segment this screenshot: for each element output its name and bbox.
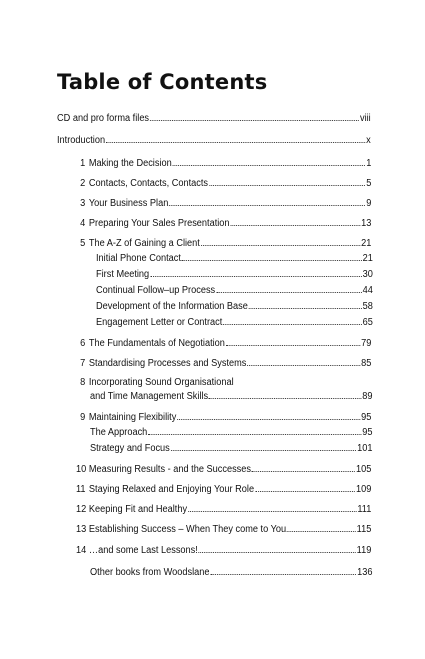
toc-entry-label: Contacts, Contacts, Contacts (88, 178, 209, 189)
chapter-number: 6 (80, 338, 86, 349)
leader-dots (150, 112, 359, 121)
toc-entry-page: 109 (355, 484, 372, 495)
toc-entry-label-continued: and Time Management Skills (90, 391, 209, 402)
toc-entry-page: x (366, 135, 371, 146)
toc-entry-label: Establishing Success – When They come to You (88, 524, 287, 535)
toc-entry-page: 30 (362, 269, 373, 280)
leader-dots (169, 197, 365, 206)
toc-entry-label: Engagement Letter or Contract (96, 317, 223, 328)
chapter-number: 10 (76, 464, 87, 475)
chapter-number: 12 (76, 504, 87, 515)
toc-entry-label: Preparing Your Sales Presentation (88, 218, 230, 229)
toc-entry-page: 95 (362, 427, 373, 438)
leader-dots (177, 411, 360, 420)
chapter-number: 1 (80, 158, 86, 169)
toc-entry (57, 134, 371, 147)
toc-entry-page: 21 (361, 238, 372, 249)
chapter-number: 13 (76, 524, 87, 535)
leader-dots (209, 390, 361, 399)
chapter-number: 7 (80, 358, 86, 369)
leader-dots (287, 523, 356, 532)
toc-entry (76, 463, 371, 476)
toc-entry (76, 157, 371, 170)
leader-dots (252, 463, 355, 472)
toc-entry (76, 177, 371, 190)
leader-dots (210, 566, 356, 575)
toc-entry-page: 85 (361, 358, 372, 369)
leader-dots (150, 268, 362, 277)
leader-dots (255, 483, 355, 492)
toc-subentry (96, 252, 373, 265)
leader-dots (249, 300, 362, 309)
toc-entry-label: Development of the Information Base (96, 301, 248, 312)
toc-entry (76, 337, 371, 350)
toc-entry-page: viii (359, 113, 371, 124)
toc-entry-label: Making the Decision (88, 158, 172, 169)
toc-subentry (96, 300, 373, 313)
toc-entry-label: Measuring Results - and the Successes (88, 464, 251, 475)
leader-dots (230, 217, 360, 226)
toc-entry (76, 523, 371, 536)
toc-entry (76, 483, 371, 496)
toc-entry (76, 544, 371, 557)
toc-subentry (90, 442, 372, 455)
toc-entry-label: Incorporating Sound Organisational (88, 377, 234, 388)
toc-entry-page: 5 (366, 178, 372, 189)
toc-entry-label: Your Business Plan (88, 198, 169, 209)
toc-entry (76, 503, 371, 516)
toc-entry (57, 112, 371, 125)
leader-dots (173, 157, 366, 166)
leader-dots (226, 337, 360, 346)
toc-entry-page: 21 (362, 253, 373, 264)
toc-entry-page: 95 (361, 412, 372, 423)
toc-entry-label: The Fundamentals of Negotiation (88, 338, 225, 349)
toc-entry (90, 390, 372, 403)
toc-entry-page: 58 (362, 301, 373, 312)
toc-entry-label: The Approach (90, 427, 148, 438)
toc-entry-label: Introduction (57, 135, 106, 146)
toc-entry-page: 101 (357, 443, 373, 454)
leader-dots (223, 316, 362, 325)
toc-entry (90, 566, 372, 579)
toc-entry-label: Keeping Fit and Healthy (88, 504, 188, 515)
chapter-number: 2 (80, 178, 86, 189)
toc-entry-label: CD and pro forma files (57, 113, 150, 124)
toc-entry-page: 44 (362, 285, 373, 296)
leader-dots (247, 357, 360, 366)
toc-entry (76, 237, 371, 250)
toc-entry-label: Continual Follow–up Process (96, 285, 216, 296)
toc-entry-page: 111 (357, 504, 372, 515)
leader-dots (171, 442, 356, 451)
toc-entry-label: First Meeting (96, 269, 150, 280)
toc-subentry (96, 268, 373, 281)
toc-entry-label: Staying Relaxed and Enjoying Your Role (88, 484, 255, 495)
toc-entry (76, 357, 371, 370)
toc-entry-label: Standardising Processes and Systems (88, 358, 247, 369)
leader-dots (148, 426, 361, 435)
toc-entry-page: 115 (356, 524, 372, 535)
toc-entry-page: 105 (355, 464, 372, 475)
leader-dots (106, 134, 365, 143)
page-title: Table of Contents (57, 70, 268, 94)
toc-entry-page: 89 (362, 391, 373, 402)
toc-entry-page: 1 (366, 158, 372, 169)
chapter-number: 8 (80, 377, 86, 388)
toc-entry (76, 411, 371, 424)
toc-entry-label: Other books from Woodslane (90, 567, 210, 578)
toc-entry-label: Initial Phone Contact (96, 253, 181, 264)
leader-dots (201, 237, 360, 246)
toc-subentry (96, 316, 373, 329)
leader-dots (182, 252, 362, 261)
toc-entry-line1 (76, 377, 234, 389)
toc-entry-page: 136 (357, 567, 373, 578)
toc-entry-page: 79 (361, 338, 372, 349)
toc-subentry (96, 284, 373, 297)
toc-entry-page: 119 (356, 545, 372, 556)
toc-entry-page: 13 (361, 218, 372, 229)
chapter-number: 9 (80, 412, 86, 423)
toc-entry (76, 197, 371, 210)
toc-subentry (90, 426, 372, 439)
chapter-number: 3 (80, 198, 86, 209)
leader-dots (209, 177, 365, 186)
leader-dots (199, 544, 356, 553)
toc-entry-page: 65 (362, 317, 373, 328)
leader-dots (216, 284, 362, 293)
toc-entry-label: The A-Z of Gaining a Client (88, 238, 200, 249)
toc-entry-label: Strategy and Focus (90, 443, 170, 454)
leader-dots (188, 503, 356, 512)
chapter-number: 14 (76, 545, 87, 556)
toc-entry-label: Maintaining Flexibility (88, 412, 177, 423)
chapter-number: 11 (76, 484, 86, 495)
toc-entry (76, 217, 371, 230)
chapter-number: 4 (80, 218, 86, 229)
chapter-number: 5 (80, 238, 86, 249)
toc-entry-label: …and some Last Lessons! (88, 545, 198, 556)
toc-entry-page: 9 (366, 198, 372, 209)
